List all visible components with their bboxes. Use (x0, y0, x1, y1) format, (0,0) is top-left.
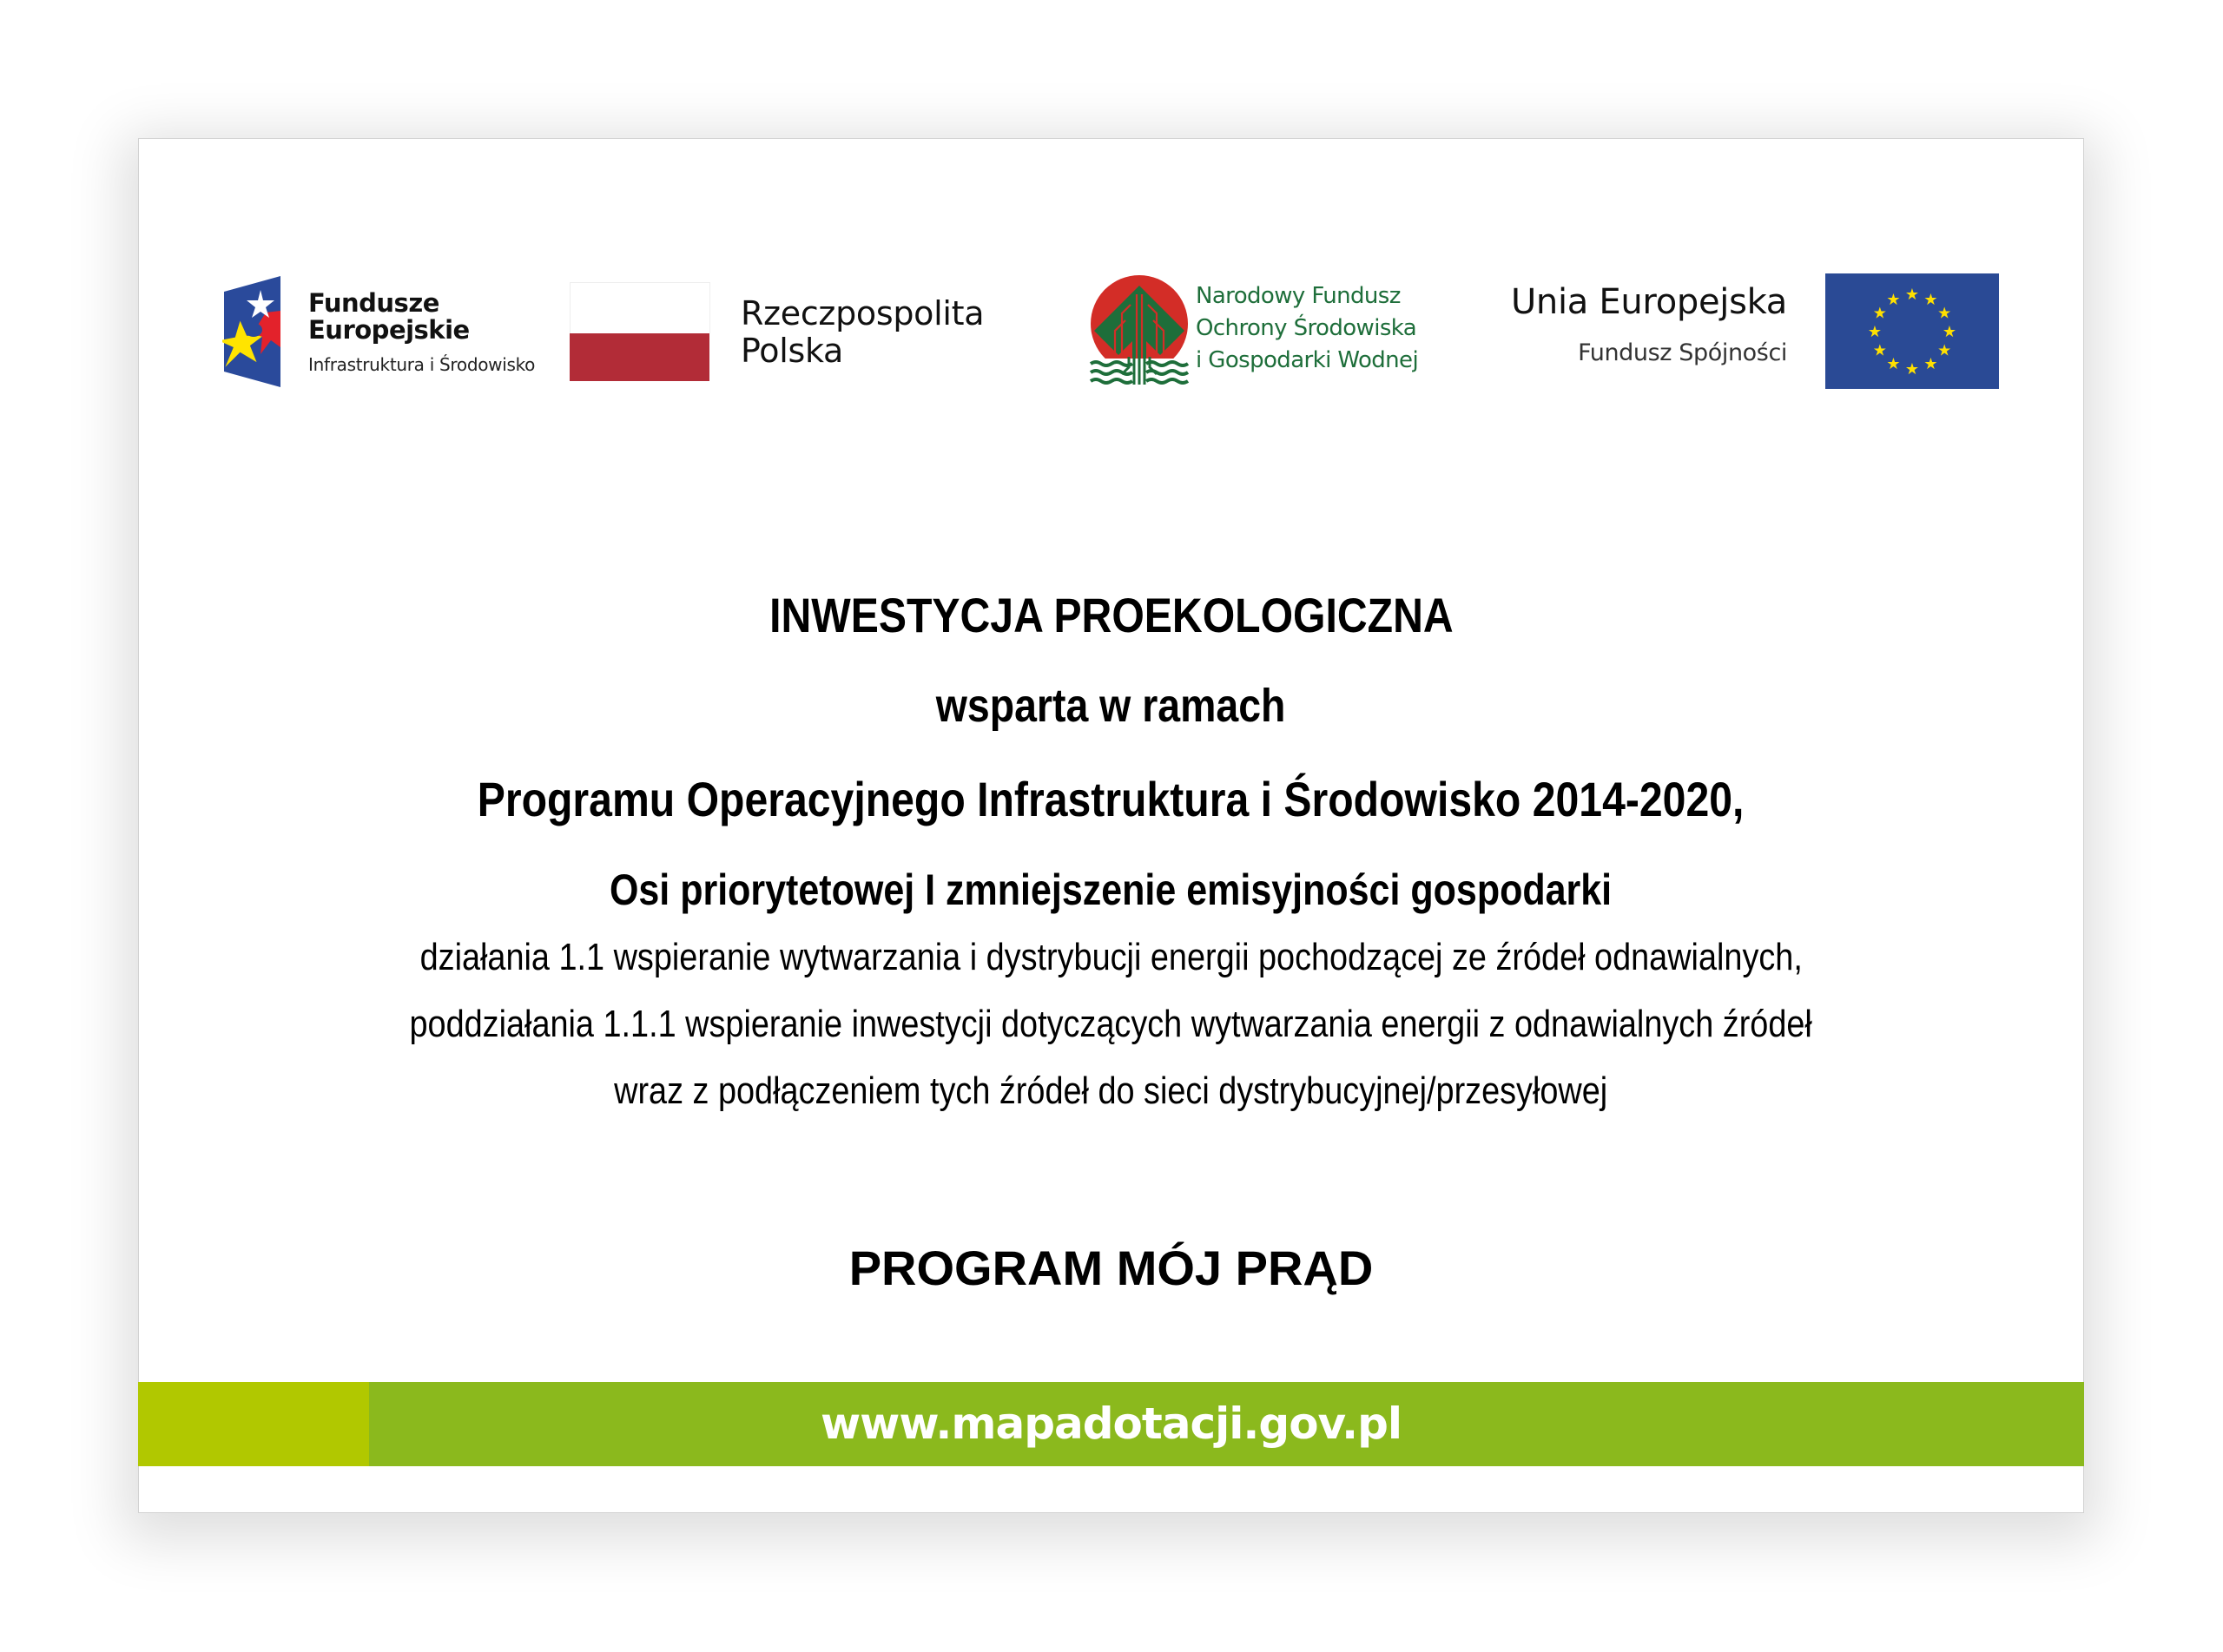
program-name: PROGRAM MÓJ PRĄD (848, 1241, 1374, 1295)
svg-text:★: ★ (1937, 304, 1952, 323)
fundusze-europejskie-stars-icon (222, 274, 283, 389)
rzeczpospolita-title-line1: Rzeczpospolita (741, 294, 985, 332)
nfosigw-line1: Narodowy Fundusz (1196, 283, 1401, 309)
measure-line-2: poddziałania 1.1.1 wspieranie inwestycji dotyczących wytwarzania energii z odnawialnych źródeł (409, 1003, 1813, 1045)
fundusze-title-line1: Fundusze (308, 288, 439, 318)
nfosigw-line2: Ochrony Środowiska (1196, 315, 1417, 341)
eu-flag-icon (1825, 273, 1999, 389)
heading-investment: INWESTYCJA PROEKOLOGICZNA (768, 588, 1454, 642)
heading-priority-axis: Osi priorytetowej I zmniejszenie emisyjności gospodarki (610, 865, 1613, 914)
nfosigw-logo (1087, 273, 1426, 391)
svg-text:★: ★ (1904, 286, 1920, 304)
svg-text:★: ★ (1872, 341, 1887, 360)
svg-text:★: ★ (1937, 341, 1952, 360)
unia-europejska-logo (1476, 273, 1999, 389)
svg-text:★: ★ (1904, 360, 1920, 378)
nfosigw-line3: i Gospodarki Wodnej (1196, 347, 1419, 373)
nfosigw-tree-sun-icon (1087, 273, 1191, 390)
fundusze-europejskie-logo (222, 274, 552, 389)
footer-bar (138, 1382, 2084, 1466)
svg-text:★: ★ (1886, 355, 1901, 374)
heading-supported-by: wsparta w ramach (936, 680, 1286, 732)
fundusze-subtitle: Infrastruktura i Środowisko (308, 354, 536, 375)
measure-line-1: działania 1.1 wspieranie wytwarzania i dystrybucji energii pochodzącej ze źródeł odnawialnych, (419, 936, 1803, 978)
svg-text:★: ★ (1886, 290, 1901, 309)
unia-europejska-title: Unia Europejska (1510, 282, 1787, 322)
heading-operational-program: Programu Operacyjnego Infrastruktura i Środowisko 2014-2020, (478, 772, 1745, 826)
polish-flag-icon (570, 282, 709, 381)
measure-line-3: wraz z podłączeniem tych źródeł do sieci dystrybucyjnej/przesyłowej (614, 1070, 1608, 1112)
svg-text:★: ★ (1923, 290, 1938, 309)
svg-text:★: ★ (1867, 323, 1883, 341)
svg-text:★: ★ (1872, 304, 1887, 323)
rzeczpospolita-title-line2: Polska (741, 332, 843, 370)
svg-text:★: ★ (1942, 323, 1957, 341)
fundusze-title-line2: Europejskie (308, 315, 470, 345)
svg-text:★: ★ (1923, 355, 1938, 374)
footer-url-link[interactable]: www.mapadotacji.gov.pl (820, 1399, 1402, 1449)
rzeczpospolita-polska-logo (570, 282, 1021, 382)
unia-europejska-subtitle: Fundusz Spójności (1578, 339, 1787, 366)
